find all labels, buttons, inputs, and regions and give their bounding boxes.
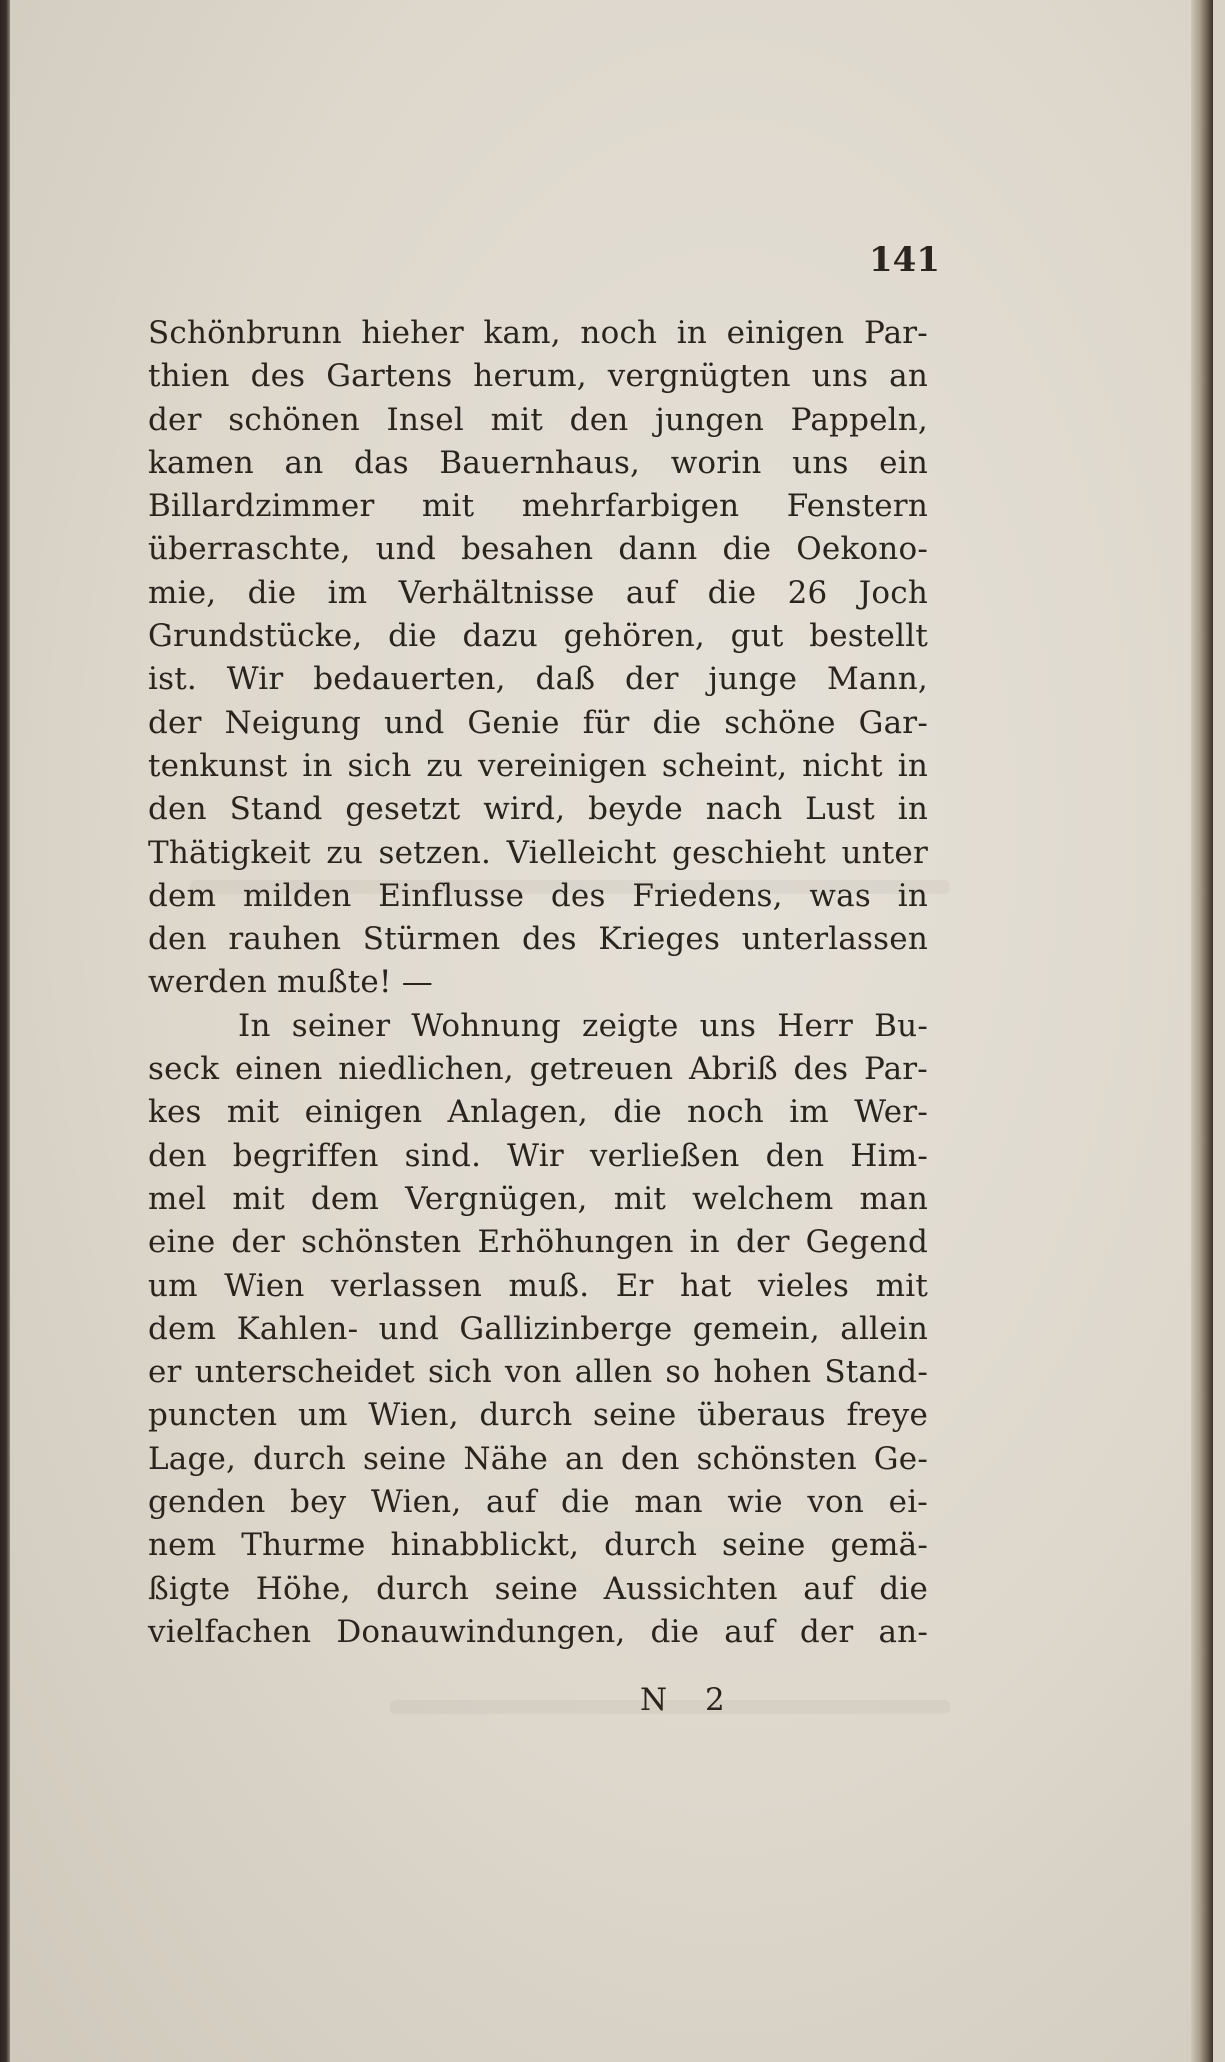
text-line: Grundstücke, die dazu gehören, gut bestellt (148, 618, 928, 655)
text-line: mie, die im Verhältnisse auf die 26 Joch (148, 574, 928, 611)
text-line: tenkunst in sich zu vereinigen scheint, nicht in (148, 747, 928, 784)
text-line: der Neigung und Genie für die schöne Gar- (148, 704, 928, 741)
text-line-paragraph-start: In seiner Wohnung zeigte uns Herr Bu- (238, 1007, 928, 1044)
text-line: Lage, durch seine Nähe an den schönsten Ge- (148, 1440, 928, 1477)
text-line: ist. Wir bedauerten, daß der junge Mann, (148, 661, 928, 698)
text-line: thien des Gartens herum, vergnügten uns an (148, 358, 928, 395)
text-line: den Stand gesetzt wird, beyde nach Lust in (148, 791, 928, 828)
text-line: kamen an das Bauernhaus, worin uns ein (148, 444, 928, 481)
text-line-paragraph-end: werden mußte! — (148, 964, 433, 1001)
page-number: 141 (869, 240, 940, 280)
text-line: Thätigkeit zu setzen. Vielleicht geschieht unter (148, 834, 928, 871)
text-line: den begriffen sind. Wir verließen den Him- (148, 1137, 928, 1174)
text-line: nem Thurme hinabblickt, durch seine gemä- (148, 1527, 928, 1564)
text-line: Billardzimmer mit mehrfarbigen Fenstern (148, 488, 928, 525)
text-line: vielfachen Donauwindungen, die auf der an- (148, 1613, 928, 1650)
text-line: dem milden Einflusse des Friedens, was in (148, 877, 928, 914)
text-line: Schönbrunn hieher kam, noch in einigen Par- (148, 315, 928, 351)
text-line: um Wien verlassen muß. Er hat vieles mit (148, 1267, 928, 1304)
text-line: überraschte, und besahen dann die Oekono- (148, 531, 928, 568)
text-line: der schönen Insel mit den jungen Pappeln, (148, 401, 928, 438)
text-line: mel mit dem Vergnügen, mit welchem man (148, 1180, 928, 1217)
text-line: kes mit einigen Anlagen, die noch im Wer- (148, 1094, 928, 1131)
book-page (10, 0, 1205, 2062)
text-line: dem Kahlen- und Gallizinberge gemein, allein (148, 1310, 928, 1347)
body-text (148, 312, 928, 1654)
text-line: ßigte Höhe, durch seine Aussichten auf die (148, 1570, 928, 1607)
text-line: puncten um Wien, durch seine überaus freye (148, 1397, 928, 1434)
text-line: er unterscheidet sich von allen so hohen Stand- (148, 1354, 928, 1391)
text-line: den rauhen Stürmen des Krieges unterlassen (148, 921, 928, 958)
printer-signature-mark: N 2 (640, 1682, 739, 1718)
text-line: seck einen niedlichen, getreuen Abriß des Par- (148, 1051, 928, 1088)
text-line: genden bey Wien, auf die man wie von ei- (148, 1484, 928, 1521)
text-line: eine der schönsten Erhöhungen in der Gegend (148, 1224, 928, 1261)
